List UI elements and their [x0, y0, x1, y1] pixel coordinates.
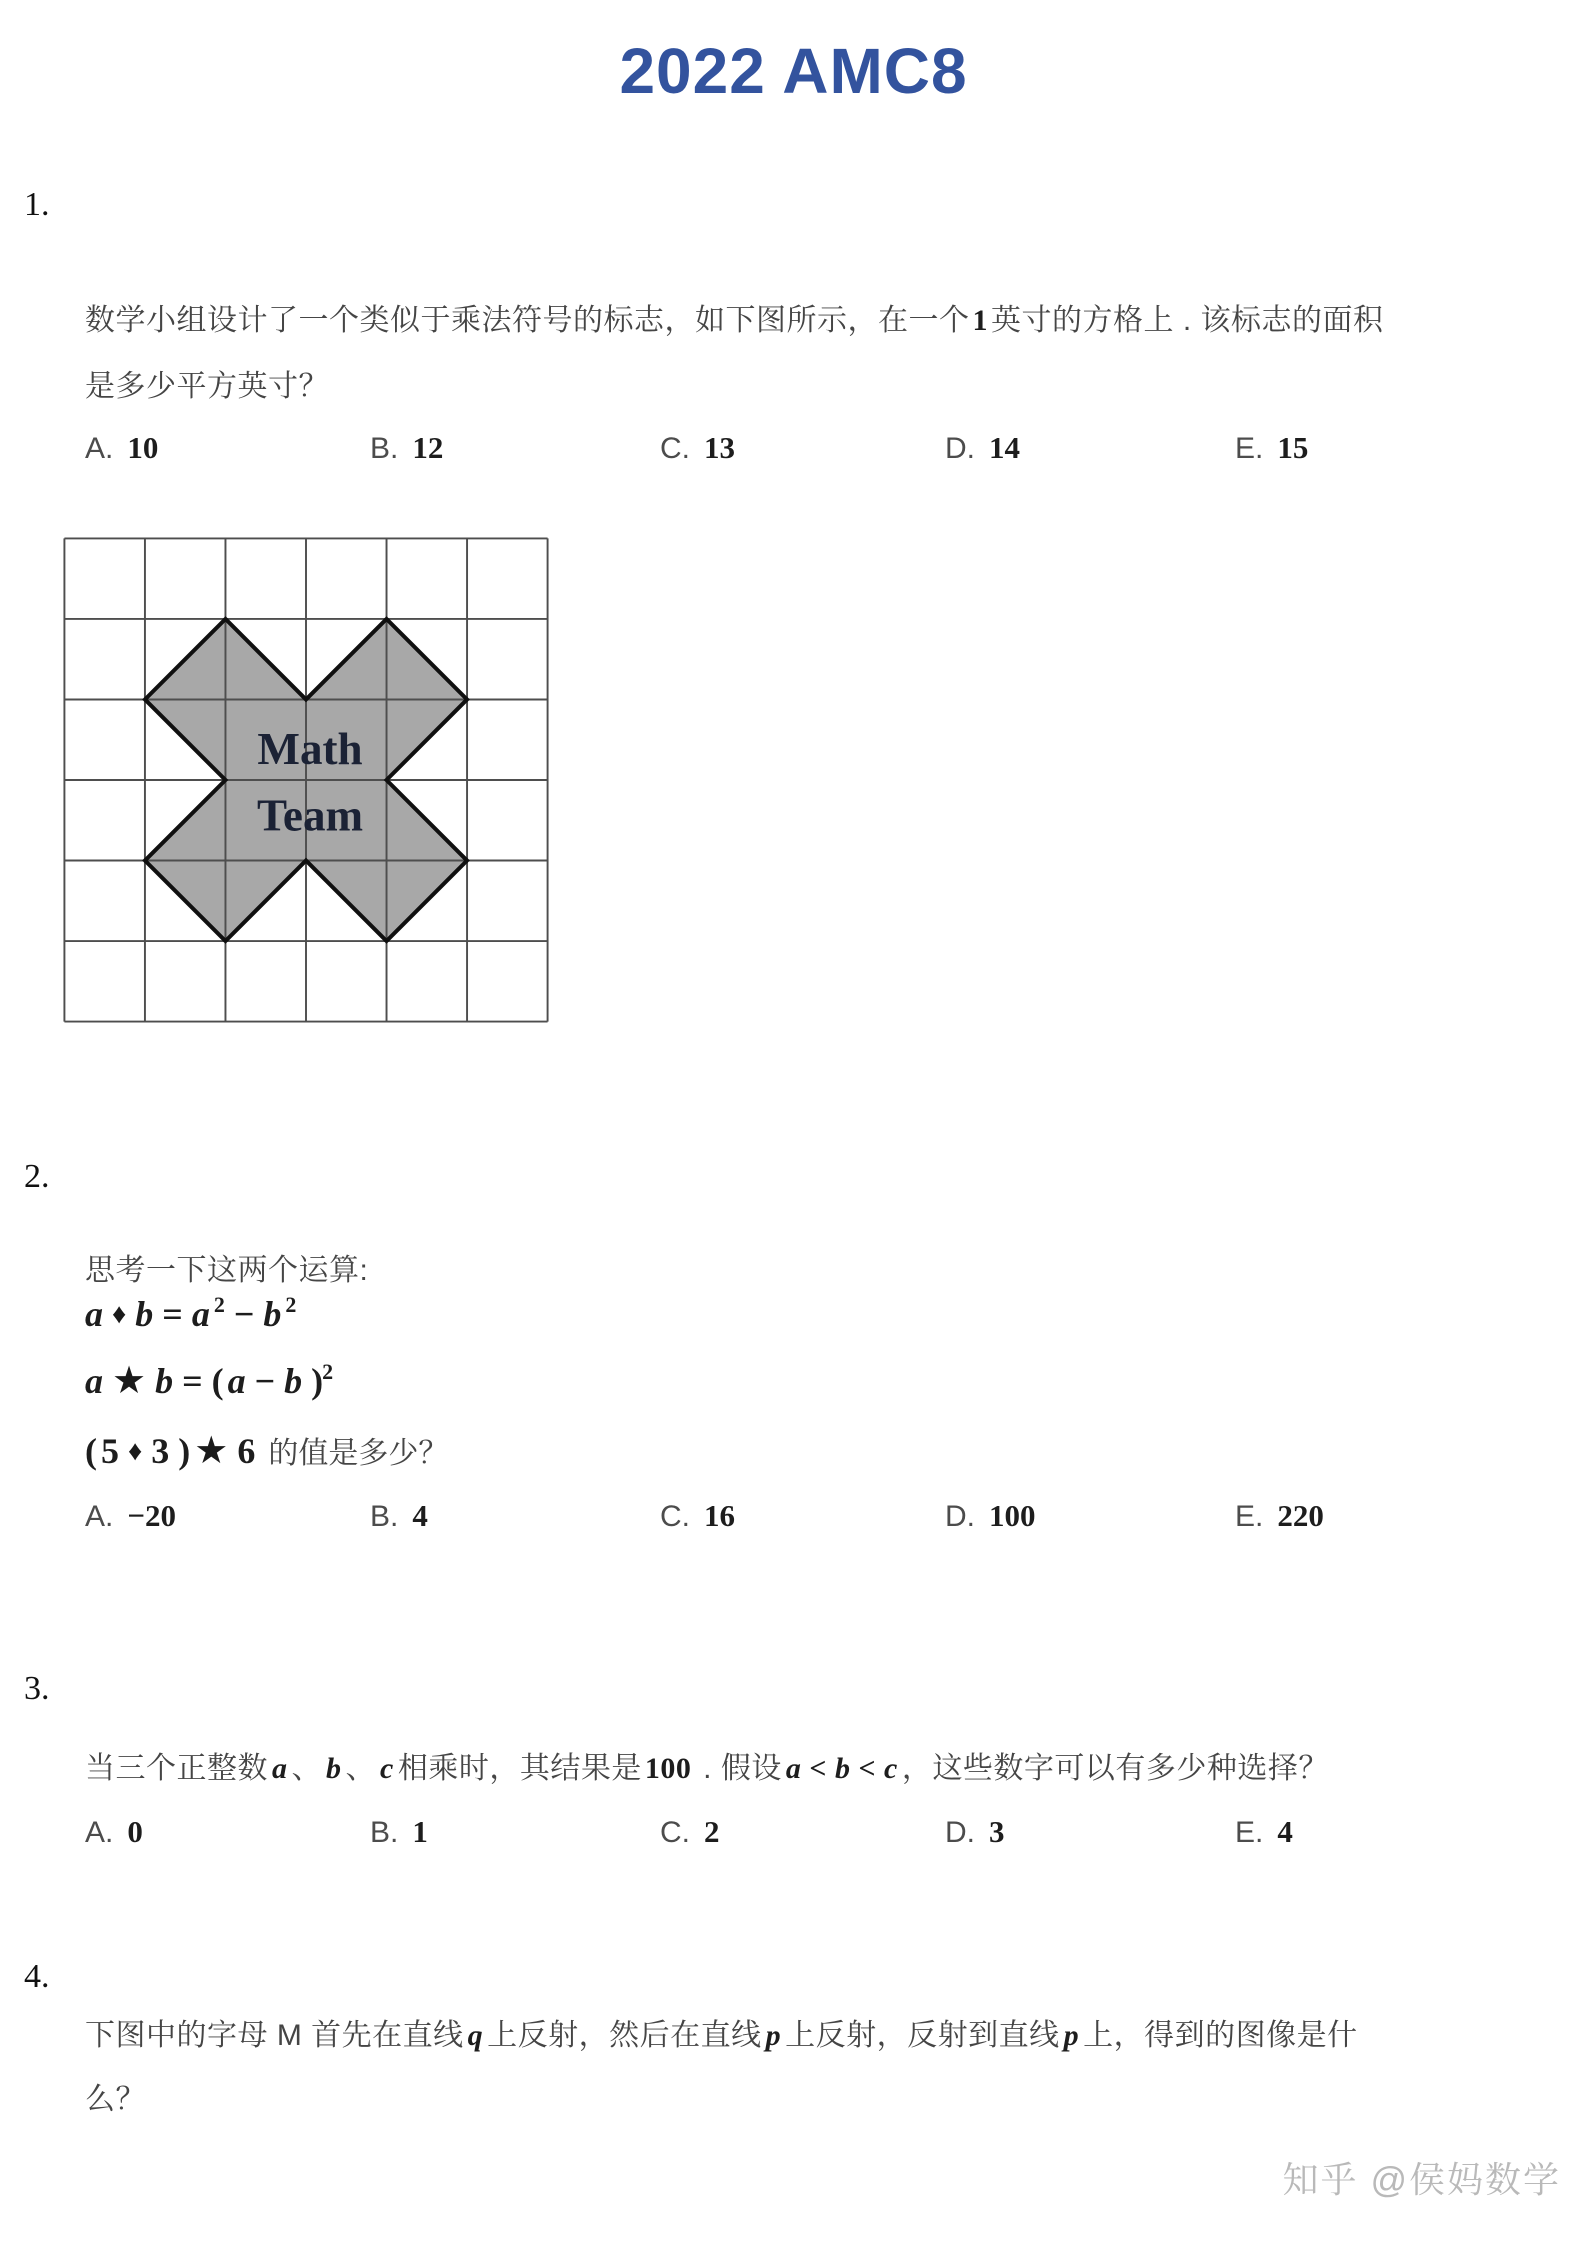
grid-figure [62, 536, 550, 1024]
option-value: 220 [1277, 1498, 1324, 1533]
option-letter: B. [370, 1500, 399, 1533]
option-letter: B. [370, 1816, 399, 1849]
option-c [660, 1814, 720, 1850]
variable: a [272, 1752, 288, 1785]
text-segment: 英寸的方格上 . 该标志的面积 [991, 304, 1384, 337]
text-segment: 上反射，反射到直线 [785, 2019, 1060, 2052]
math-label [257, 724, 362, 774]
inequality: a < b < c [785, 1752, 898, 1785]
option-e [1235, 1498, 1324, 1534]
problem-1-number: 1. [24, 186, 50, 223]
option-value: 12 [412, 430, 444, 465]
option-d [945, 1814, 1005, 1850]
diamond-operator-icon: ♦ [112, 1299, 127, 1330]
option-value: 13 [704, 430, 735, 465]
option-letter: D. [945, 432, 975, 465]
option-d [945, 1498, 1036, 1534]
variable: b [284, 1361, 303, 1401]
variable: a [227, 1361, 246, 1401]
problem-3-number: 3. [24, 1670, 50, 1707]
option-c [660, 1498, 735, 1534]
equation-question [85, 1428, 457, 1473]
option-value: 0 [127, 1814, 143, 1849]
problem-4-text [85, 2004, 1565, 2132]
equals-sign: = [182, 1361, 203, 1401]
exponent: 2 [285, 1292, 297, 1317]
text-segment: 上反射，然后在直线 [487, 2019, 762, 2052]
option-b [370, 1814, 428, 1850]
grid-lines [64, 538, 547, 1021]
option-letter: D. [945, 1816, 975, 1849]
close-paren: ) [311, 1361, 324, 1401]
variable: a [191, 1294, 210, 1334]
problem-3-options [0, 1814, 1587, 1858]
close-paren: ) [178, 1431, 191, 1471]
text-segment: 1 [972, 304, 988, 337]
option-letter: A. [85, 1816, 114, 1849]
open-paren: ( [85, 1431, 97, 1471]
option-e [1235, 430, 1308, 466]
page-title: 2022 AMC8 [619, 35, 968, 107]
option-b [370, 1498, 428, 1534]
option-value: 1 [412, 1814, 428, 1849]
math-team-logo-svg [62, 536, 550, 1024]
problem-2-options [0, 1498, 1587, 1542]
text-segment: 思考一下这两个运算: [85, 1254, 369, 1287]
option-letter: C. [660, 1500, 690, 1533]
team-label [257, 791, 363, 841]
variable: b [326, 1752, 342, 1785]
text-segment: 当三个正整数 [85, 1752, 268, 1785]
text-segment: . 假设 [694, 1752, 782, 1785]
text-segment: 么？ [85, 2083, 146, 2116]
text-segment: 、 [291, 1752, 322, 1785]
option-value: 16 [704, 1498, 735, 1533]
watermark: 知乎 @侯妈数学 [1282, 2159, 1561, 2200]
variable: b [263, 1294, 282, 1334]
variable: a [85, 1294, 103, 1334]
option-a [85, 1814, 143, 1850]
option-value: 3 [989, 1814, 1005, 1849]
equation-diamond-definition [85, 1292, 305, 1335]
variable: p [765, 2019, 782, 2052]
text-segment: 相乘时，其结果是 [397, 1752, 642, 1785]
option-letter: A. [85, 1500, 114, 1533]
option-letter: E. [1235, 432, 1264, 465]
variable: c [380, 1752, 394, 1785]
minus-sign: − [233, 1294, 255, 1334]
star-operator-icon: ★ [194, 1430, 229, 1472]
problem-2-intro [85, 1238, 1565, 1304]
star-operator-icon: ★ [112, 1360, 147, 1402]
option-letter: C. [660, 432, 690, 465]
option-d [945, 430, 1020, 466]
option-a [85, 430, 158, 466]
variable: b [155, 1361, 174, 1401]
number: 3 [151, 1431, 170, 1471]
text-segment: 上，得到的图像是什 [1083, 2019, 1358, 2052]
option-value: 10 [127, 430, 159, 465]
option-letter: E. [1235, 1500, 1264, 1533]
open-paren: ( [211, 1361, 224, 1401]
problem-2-number: 2. [24, 1158, 50, 1195]
equation-star-definition [85, 1358, 342, 1403]
variable: p [1063, 2019, 1080, 2052]
option-value: 100 [989, 1498, 1036, 1533]
option-letter: E. [1235, 1816, 1264, 1849]
equals-sign: = [162, 1294, 183, 1334]
option-b [370, 430, 443, 466]
text-segment: ，这些数字可以有多少种选择？ [901, 1752, 1329, 1785]
option-value: −20 [127, 1498, 177, 1533]
option-value: 2 [704, 1814, 720, 1849]
option-value: 4 [1277, 1814, 1293, 1849]
option-a [85, 1498, 176, 1534]
number: 6 [237, 1431, 256, 1471]
problem-4-number: 4. [24, 1958, 50, 1995]
option-c [660, 430, 735, 466]
variable: a [85, 1361, 103, 1401]
option-value: 14 [989, 430, 1020, 465]
option-value: 15 [1277, 430, 1309, 465]
exponent: 2 [322, 1359, 334, 1384]
option-letter: D. [945, 1500, 975, 1533]
text-segment: 、 [345, 1752, 376, 1785]
number: 5 [101, 1431, 119, 1471]
option-letter: A. [85, 432, 114, 465]
diamond-operator-icon: ♦ [128, 1436, 143, 1467]
text-segment: 数学小组设计了一个类似于乘法符号的标志，如下图所示，在一个 [85, 304, 970, 337]
variable: q [467, 2019, 484, 2052]
option-letter: B. [370, 432, 399, 465]
option-letter: C. [660, 1816, 690, 1849]
variable: b [135, 1294, 154, 1334]
text-segment: 的值是多少？ [268, 1437, 449, 1470]
text-segment: 是多少平方英寸？ [85, 370, 329, 403]
problem-1-text [85, 288, 1565, 420]
option-e [1235, 1814, 1293, 1850]
problem-1-options [0, 430, 1587, 474]
problem-3-text [85, 1736, 1565, 1802]
option-value: 4 [412, 1498, 428, 1533]
minus-sign: − [254, 1361, 276, 1401]
number: 100 [644, 1752, 692, 1785]
exponent: 2 [213, 1292, 225, 1317]
text-segment: 下图中的字母 M 首先在直线 [85, 2019, 464, 2052]
